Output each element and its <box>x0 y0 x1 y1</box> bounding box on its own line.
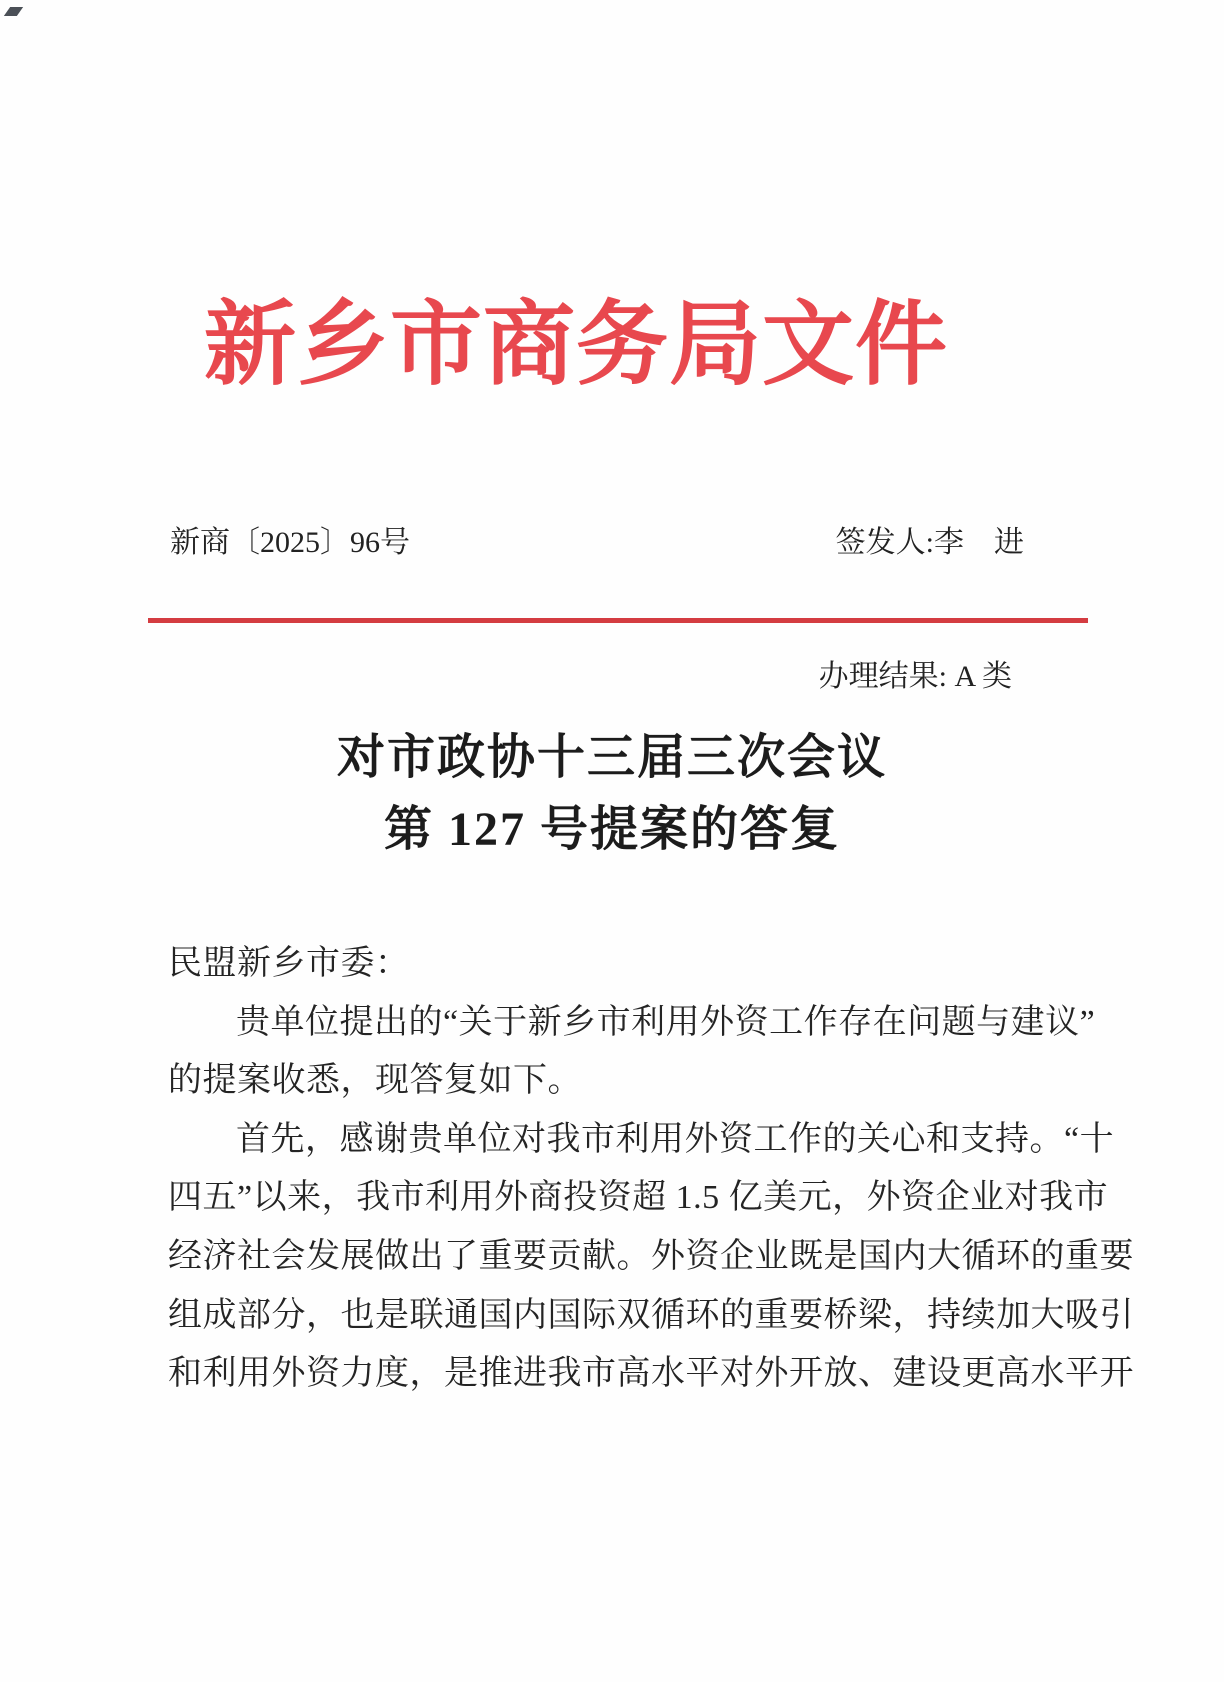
body-line: 四五”以来，我市利用外商投资超 1.5 亿美元，外资企业对我市 <box>168 1179 1109 1217</box>
doc-title-line1: 对市政协十三届三次会议 <box>336 731 887 784</box>
doc-title-line2: 第 127 号提案的答复 <box>383 803 840 856</box>
red-separator-line <box>148 618 1088 623</box>
body-line: 和利用外资力度，是推进我市高水平对外开放、建设更高水平开 <box>168 1355 1134 1393</box>
doc-body <box>168 935 1134 1404</box>
body-line: 贵单位提出的“关于新乡市利用外资工作存在问题与建议” <box>236 1003 1096 1041</box>
doc-number: 新商〔2025〕96号 <box>170 526 410 559</box>
processing-result: 办理结果: A 类 <box>818 660 1012 693</box>
body-line: 组成部分，也是联通国内国际双循环的重要桥梁，持续加大吸引 <box>168 1296 1134 1334</box>
signer: 签发人:李 进 <box>835 526 1024 559</box>
doc-title <box>0 722 1224 866</box>
body-line: 首先，感谢贵单位对我市利用外资工作的关心和支持。“十 <box>236 1120 1115 1158</box>
doc-info-row <box>170 518 1024 568</box>
body-line: 的提案收悉，现答复如下。 <box>168 1062 582 1100</box>
body-line: 经济社会发展做出了重要贡献。外资企业既是国内大循环的重要 <box>168 1237 1134 1275</box>
issuing-org-header: 新乡市商务局文件 <box>203 294 948 396</box>
body-line: 民盟新乡市委： <box>168 945 410 982</box>
scan-artifact <box>4 7 23 16</box>
